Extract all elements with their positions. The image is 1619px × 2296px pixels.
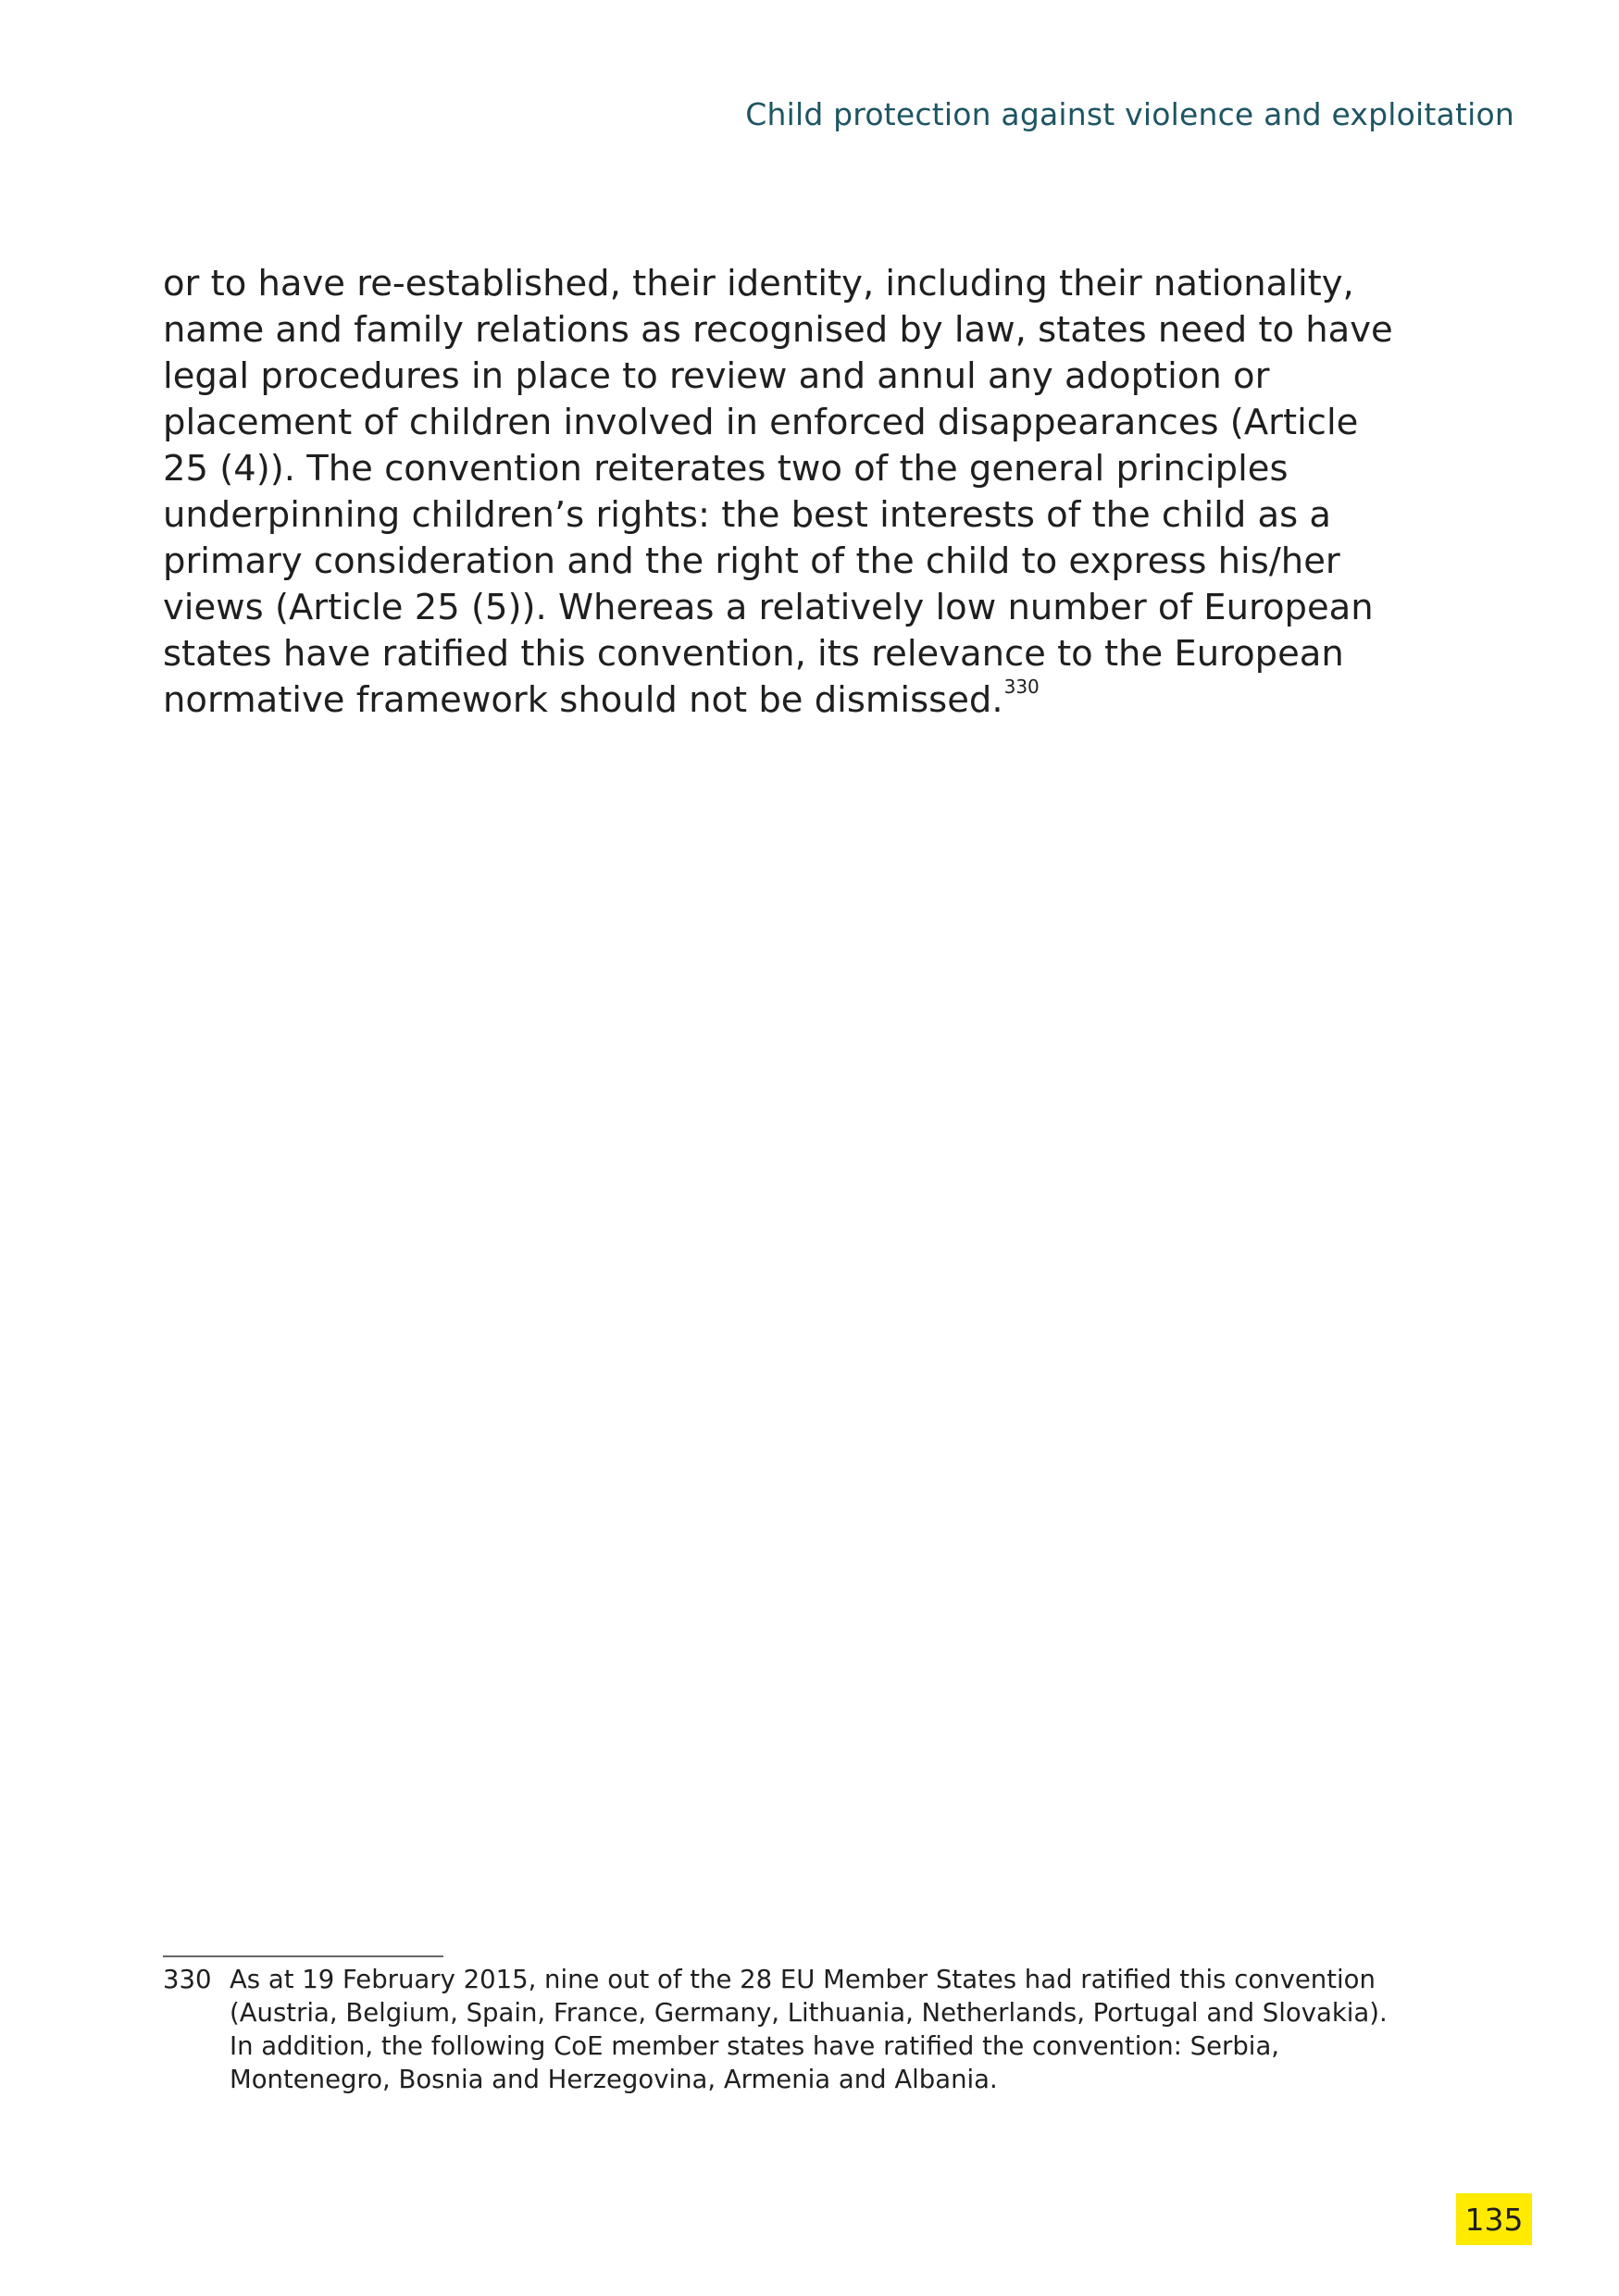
body-paragraph-text: or to have re-established, their identity, including their nationality, name and family relations as recognised by law, states need to have legal procedures in place to review and annul any adoption or placement of children involved in enforced disappearances (Article 25 (4)). The convention reiterates two of the general principles underpinning children’s rights: the best interests of the child as a primary consideration and the right of the child to express his/her views (Article 25 (5)). Whereas a relatively low number of European states have ratified this convention, its relevance to the European normative framework should not be dismissed. xyxy=(163,263,1393,721)
footnote-number: 330 xyxy=(163,1965,212,1994)
page-number-badge xyxy=(1456,2193,1532,2245)
footnote-text: As at 19 February 2015, nine out of the 28 EU Member States had ratified this convention (Austria, Belgium, Spain, France, Germany, Lithuania, Netherlands, Portugal and Slovakia). In addition, the following CoE member states have ratified the convention: Serbia, Montenegro, Bosnia and Herzegovina, Armenia and Albania. xyxy=(230,1965,1388,2094)
footnote-separator xyxy=(163,1955,443,1957)
running-header-title: Child protection against violence and exploitation xyxy=(745,96,1514,132)
footnote-reference[interactable]: 330 xyxy=(1003,676,1040,698)
page-number: 135 xyxy=(1464,2201,1524,2238)
body-paragraph xyxy=(163,261,1407,724)
